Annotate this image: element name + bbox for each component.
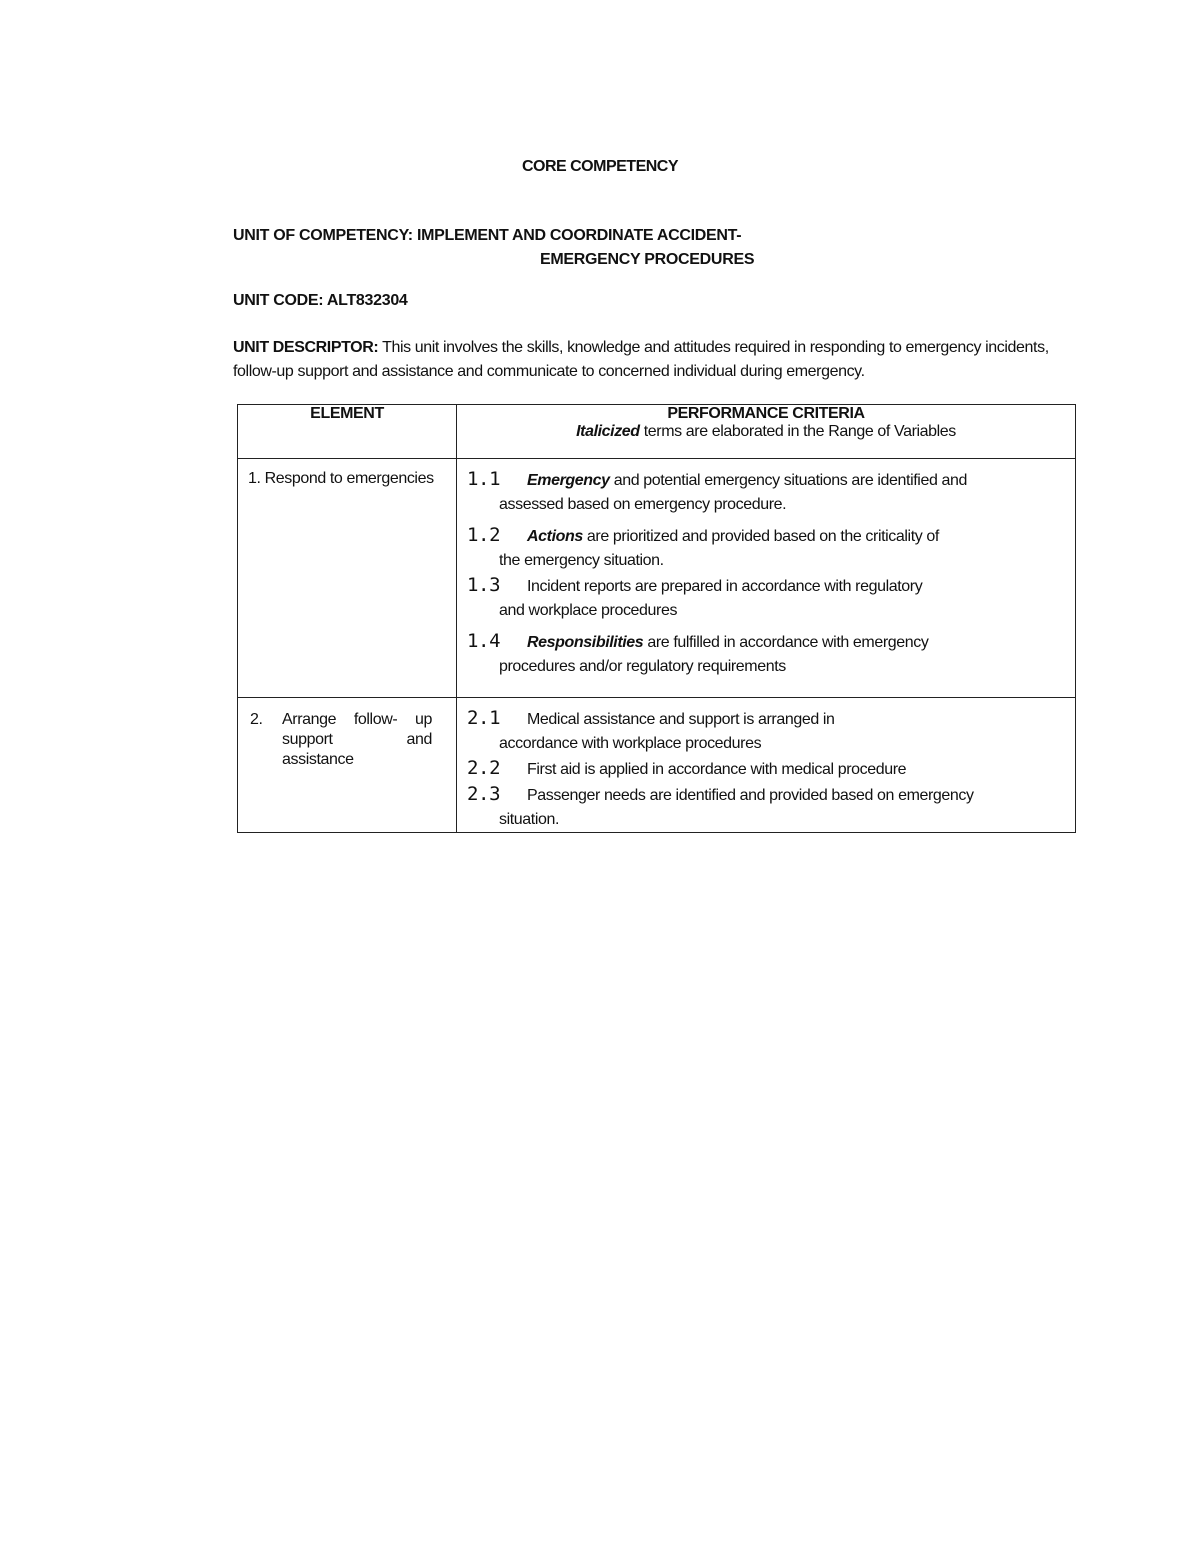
unit-of-competency (233, 224, 754, 272)
criterion-text-cont: accordance with workplace procedures (499, 735, 762, 752)
criterion-text: Medical assistance and support is arranged in (527, 711, 835, 728)
criterion-item (467, 573, 1065, 623)
criterion-text-cont: assessed based on emergency procedure. (499, 496, 787, 513)
criterion-text: Incident reports are prepared in accordance with regulatory (527, 578, 923, 595)
criterion-text: First aid is applied in accordance with medical procedure (527, 761, 907, 778)
criterion-text: are prioritized and provided based on the criticality of (582, 528, 939, 545)
table-header-row (238, 405, 1076, 459)
criterion-item (467, 523, 1065, 573)
criterion-text-cont: the emergency situation. (499, 552, 664, 569)
criterion-number: 2.1 (467, 707, 501, 729)
element-label: 1. Respond to emergencies (248, 470, 434, 487)
header-criteria-title: PERFORMANCE CRITERIA (667, 405, 865, 422)
criterion-text-cont: and workplace procedures (499, 602, 678, 619)
criteria-cell (457, 459, 1076, 698)
criterion-text-cont: situation. (499, 811, 560, 828)
criterion-text: are fulfilled in accordance with emergency (643, 634, 929, 651)
criterion-item (467, 756, 1065, 782)
criterion-number: 2.3 (467, 783, 501, 805)
criteria-list (457, 698, 1075, 832)
element-cell (238, 698, 457, 833)
criteria-cell (457, 698, 1076, 833)
element-label (238, 698, 456, 770)
unit-descriptor-text: This unit involves the skills, knowledge and attitudes required in responding to emergency incidents, follow-up support and assistance and communicate to concerned individual during emergency. (233, 339, 1049, 380)
header-performance-criteria (457, 405, 1076, 459)
element-text-line1: Arrange follow- up support and (282, 711, 432, 748)
criterion-item (467, 629, 1065, 679)
element-cell (238, 459, 457, 698)
criterion-number: 1.1 (467, 468, 501, 490)
criterion-number: 2.2 (467, 757, 501, 779)
competency-table (237, 404, 1076, 833)
unit-of-competency-line1: IMPLEMENT AND COORDINATE ACCIDENT- (416, 227, 742, 244)
criterion-term: Emergency (527, 472, 610, 489)
criterion-number: 1.2 (467, 524, 501, 546)
criterion-item (467, 782, 1065, 832)
header-element: ELEMENT (238, 405, 457, 459)
unit-code-value: ALT832304 (326, 292, 408, 309)
criteria-list (457, 459, 1075, 679)
table-row (238, 698, 1076, 833)
element-text (282, 710, 432, 770)
unit-descriptor-label: UNIT DESCRIPTOR: (233, 339, 379, 356)
header-criteria-note (457, 423, 1075, 441)
page-title: CORE COMPETENCY (521, 158, 679, 175)
unit-of-competency-line2: EMERGENCY PROCEDURES (540, 251, 755, 268)
header-criteria-note-rest: terms are elaborated in the Range of Variables (639, 423, 956, 440)
element-number: 2. (250, 711, 263, 728)
table-row (238, 459, 1076, 698)
criterion-text-cont: procedures and/or regulatory requirements (499, 658, 786, 675)
criterion-term: Actions (527, 528, 583, 545)
unit-of-competency-label: UNIT OF COMPETENCY: (233, 227, 413, 244)
criterion-item (467, 467, 1065, 517)
criterion-number: 1.4 (467, 630, 501, 652)
header-criteria-note-italic: Italicized (576, 423, 640, 440)
unit-code (233, 292, 408, 310)
criterion-term: Responsibilities (527, 634, 644, 651)
criterion-text: Passenger needs are identified and provided based on emergency (527, 787, 974, 804)
criterion-item (467, 706, 1065, 756)
criterion-text: and potential emergency situations are identified and (609, 472, 967, 489)
unit-code-label: UNIT CODE: (233, 292, 324, 309)
unit-descriptor (233, 336, 1063, 384)
element-text-line2: assistance (282, 751, 354, 768)
criterion-number: 1.3 (467, 574, 501, 596)
